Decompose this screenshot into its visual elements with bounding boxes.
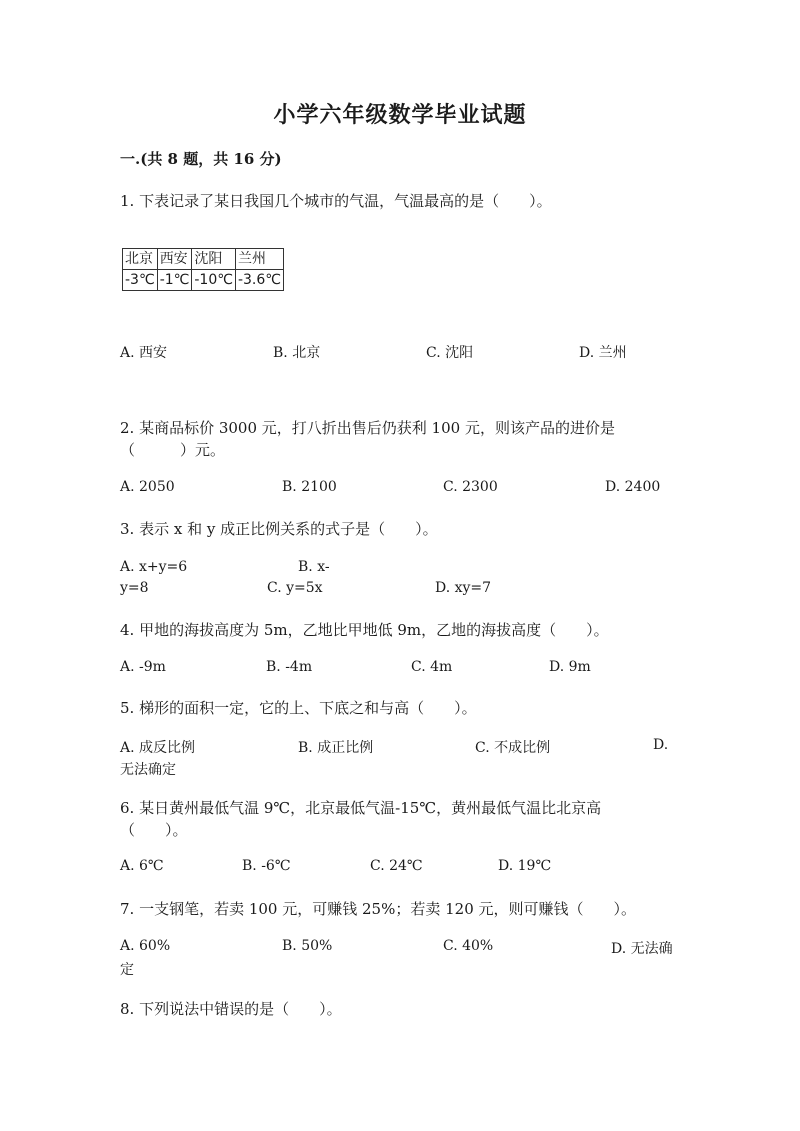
q1-option-b: B. 北京: [273, 345, 321, 361]
q2-option-d: D. 2400: [605, 479, 661, 495]
q4-option-c: C. 4m: [411, 659, 453, 675]
table-row: [123, 249, 284, 270]
q6-option-a: A. 6℃: [120, 858, 164, 874]
q3-option-b-cont: y=8: [120, 580, 149, 596]
q4-option-a: A. -9m: [120, 659, 166, 675]
q5-option-c: C. 不成比例: [475, 740, 551, 756]
q3-option-a: A. x+y=6: [120, 559, 188, 575]
q5-option-d: D.: [653, 737, 669, 753]
question-6-stem-cont: （ ）。: [120, 821, 188, 839]
q4-option-d: D. 9m: [549, 659, 591, 675]
q1-option-c: C. 沈阳: [426, 345, 474, 361]
table-cell: -1℃: [157, 270, 192, 291]
q4-option-b: B. -4m: [266, 659, 313, 675]
q2-option-c: C. 2300: [443, 479, 498, 495]
table-cell: 沈阳: [192, 249, 236, 270]
temperature-table: [122, 248, 284, 291]
q3-option-b: B. x-: [298, 559, 330, 575]
table-cell: 兰州: [235, 249, 283, 270]
question-2-stem-cont: （ ）元。: [120, 441, 226, 459]
page-title: 小学六年级数学毕业试题: [273, 102, 527, 128]
q1-option-d: D. 兰州: [579, 345, 627, 361]
table-row: [123, 270, 284, 291]
question-7-stem: 7. 一支钢笔，若卖 100 元，可赚钱 25%；若卖 120 元，则可赚钱（ ）。: [120, 900, 637, 918]
table-cell: -3.6℃: [235, 270, 283, 291]
table-cell: -3℃: [123, 270, 158, 291]
question-1-stem: 1. 下表记录了某日我国几个城市的气温，气温最高的是（ ）。: [120, 192, 552, 210]
question-3-stem: 3. 表示 x 和 y 成正比例关系的式子是（ ）。: [120, 520, 438, 538]
q5-option-a: A. 成反比例: [120, 740, 196, 756]
table-cell: -10℃: [192, 270, 236, 291]
question-4-stem: 4. 甲地的海拔高度为 5m，乙地比甲地低 9m，乙地的海拔高度（ ）。: [120, 621, 609, 639]
q5-option-d-cont: 无法确定: [120, 762, 176, 778]
question-6-stem: 6. 某日黄州最低气温 9℃，北京最低气温-15℃，黄州最低气温比北京高: [120, 799, 602, 817]
q1-option-a: A. 西安: [120, 345, 168, 361]
q7-option-c: C. 40%: [443, 938, 494, 954]
question-8-stem: 8. 下列说法中错误的是（ ）。: [120, 1000, 342, 1018]
q3-option-c: C. y=5x: [267, 580, 323, 596]
q7-option-a: A. 60%: [120, 938, 171, 954]
q7-option-d-cont: 定: [120, 962, 134, 978]
q2-option-a: A. 2050: [120, 479, 175, 495]
section-heading: 一.(共 8 题，共 16 分): [120, 150, 282, 168]
question-5-stem: 5. 梯形的面积一定，它的上、下底之和与高（ ）。: [120, 699, 477, 717]
table-cell: 北京: [123, 249, 158, 270]
question-2-stem: 2. 某商品标价 3000 元，打八折出售后仍获利 100 元，则该产品的进价是: [120, 419, 615, 437]
q3-option-d: D. xy=7: [435, 580, 492, 596]
q6-option-b: B. -6℃: [242, 858, 291, 874]
q6-option-c: C. 24℃: [370, 858, 423, 874]
q7-option-d: D. 无法确: [611, 941, 673, 957]
q5-option-b: B. 成正比例: [298, 740, 374, 756]
q7-option-b: B. 50%: [282, 938, 333, 954]
q2-option-b: B. 2100: [282, 479, 337, 495]
q6-option-d: D. 19℃: [498, 858, 552, 874]
table-cell: 西安: [157, 249, 192, 270]
